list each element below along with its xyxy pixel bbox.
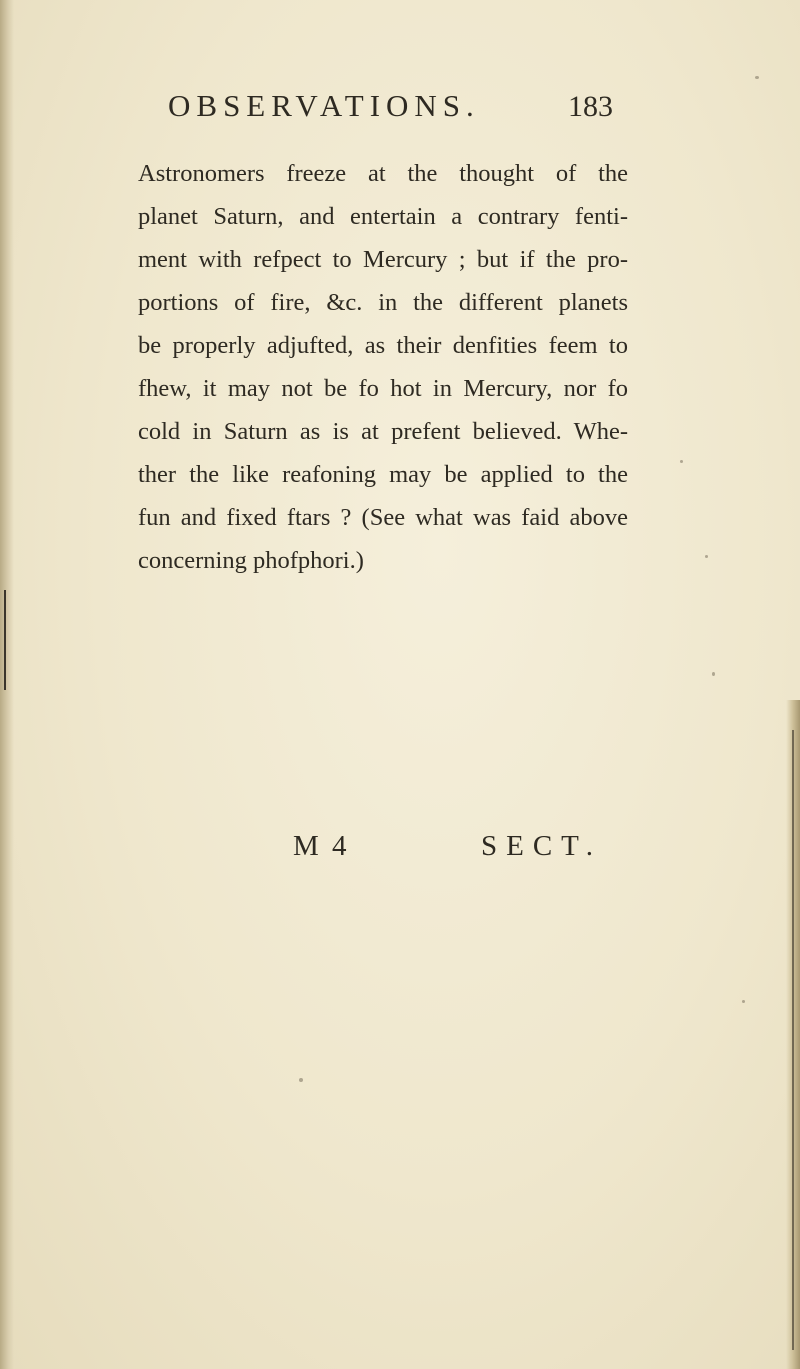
text-line: concerning phofphori.) [138,547,364,574]
page-gutter-shadow [0,0,14,1369]
body-paragraph [138,152,628,582]
page-number: 183 [568,90,613,123]
running-head: OBSERVATIONS. [168,88,480,123]
paper-speck [680,460,683,463]
paper-speck [755,76,759,79]
text-line: cold in Saturn as is at prefent believed. Whe- [138,418,628,445]
text-line: ment with refpect to Mercury ; but if the pro- [138,246,628,273]
text-line: fun and fixed ftars ? (See what was faid above [138,504,628,531]
page-footer [0,830,800,870]
text-line: fhew, it may not be fo hot in Mercury, nor fo [138,375,628,402]
text-line: planet Saturn, and entertain a contrary fenti- [138,203,628,230]
paper-speck [742,1000,745,1003]
text-line: be properly adjufted, as their denfities feem to [138,332,628,359]
paper-speck [299,1078,303,1082]
page-edge-mark [792,730,794,1350]
text-line: ther the like reafoning may be applied to the [138,461,628,488]
paper-speck [712,672,715,676]
text-line: Astronomers freeze at the thought of the [138,160,628,187]
binding-mark [4,590,6,690]
page-header [0,88,800,132]
signature-mark: M 4 [293,830,350,862]
catchword: SECT. [481,830,602,862]
paper-speck [705,555,708,558]
text-line: portions of fire, &c. in the different planets [138,289,628,316]
